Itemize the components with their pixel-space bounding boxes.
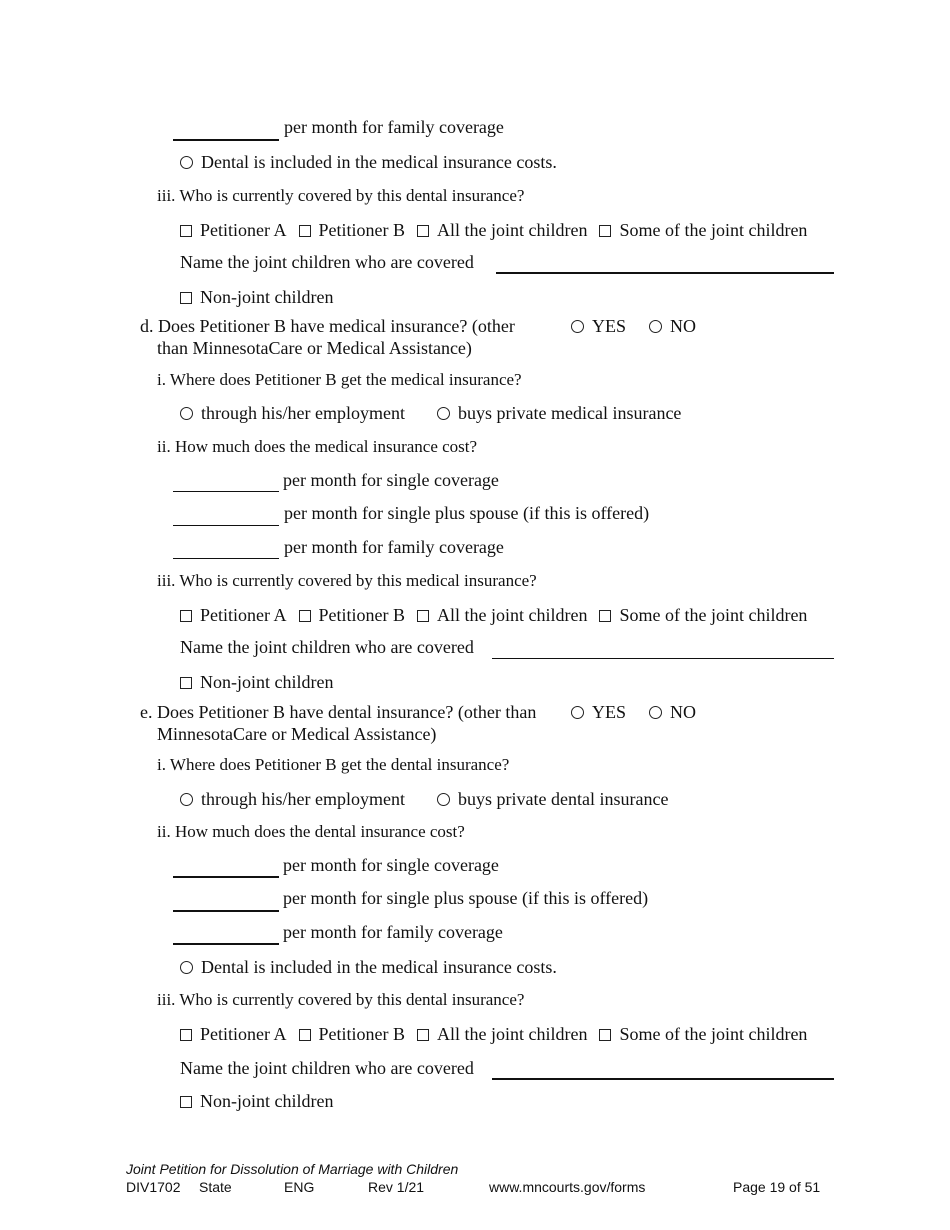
question-iii-dental: iii. Who is currently covered by this dental insurance?	[157, 186, 525, 205]
d-checkbox-nonjoint-children[interactable]: Non-joint children	[180, 671, 333, 693]
e-covered-options	[180, 1023, 807, 1045]
e-source-private[interactable]: buys private dental insurance	[437, 788, 668, 810]
e-name-children-blank[interactable]	[492, 1078, 834, 1080]
d-cost-family-blank[interactable]	[173, 558, 279, 559]
checkbox-some-joint-children[interactable]: Some of the joint children	[599, 604, 807, 626]
covered-options	[180, 219, 807, 241]
radio-icon[interactable]	[649, 706, 662, 719]
e-cost-single-blank[interactable]	[173, 876, 279, 878]
family-coverage-blank[interactable]	[173, 139, 279, 141]
e-cost-family-blank[interactable]	[173, 943, 279, 945]
radio-icon[interactable]	[180, 793, 193, 806]
checkbox-icon[interactable]	[599, 610, 611, 622]
checkbox-petitioner-a[interactable]: Petitioner A	[180, 1023, 287, 1045]
d-yes-option[interactable]: YES	[571, 315, 626, 337]
d-name-children-blank[interactable]	[492, 658, 834, 659]
footer-form-title: Joint Petition for Dissolution of Marriage with Children	[126, 1161, 459, 1177]
question-e-ii: ii. How much does the dental insurance cost?	[157, 822, 465, 841]
radio-icon[interactable]	[571, 706, 584, 719]
checkbox-icon[interactable]	[180, 1029, 192, 1041]
radio-icon[interactable]	[437, 407, 450, 420]
d-cost-spouse-blank[interactable]	[173, 525, 279, 526]
checkbox-icon[interactable]	[180, 292, 192, 304]
checkbox-all-joint-children[interactable]: All the joint children	[417, 219, 587, 241]
question-e-i: i. Where does Petitioner B get the dental insurance?	[157, 755, 510, 774]
d-source-employment[interactable]: through his/her employment	[180, 402, 405, 424]
checkbox-icon[interactable]	[180, 677, 192, 689]
question-e-line2: MinnesotaCare or Medical Assistance)	[157, 724, 437, 744]
checkbox-icon[interactable]	[180, 1096, 192, 1108]
radio-icon[interactable]	[180, 961, 193, 974]
checkbox-icon[interactable]	[417, 1029, 429, 1041]
question-d-line1: d. Does Petitioner B have medical insurance? (other	[140, 316, 515, 336]
checkbox-icon[interactable]	[299, 225, 311, 237]
d-cost-spouse-label: per month for single plus spouse (if this is offered)	[284, 503, 650, 523]
e-yes-option[interactable]: YES	[571, 701, 626, 723]
checkbox-all-joint-children[interactable]: All the joint children	[417, 604, 587, 626]
checkbox-petitioner-a[interactable]: Petitioner A	[180, 604, 287, 626]
checkbox-petitioner-b[interactable]: Petitioner B	[299, 604, 406, 626]
checkbox-petitioner-b[interactable]: Petitioner B	[299, 219, 406, 241]
checkbox-petitioner-b[interactable]: Petitioner B	[299, 1023, 406, 1045]
checkbox-icon[interactable]	[180, 225, 192, 237]
footer-revision: Rev 1/21	[368, 1179, 425, 1195]
e-source-employment[interactable]: through his/her employment	[180, 788, 405, 810]
d-name-children-label: Name the joint children who are covered	[180, 637, 474, 657]
footer-url[interactable]: www.mncourts.gov/forms	[489, 1179, 646, 1195]
checkbox-icon[interactable]	[299, 1029, 311, 1041]
checkbox-icon[interactable]	[417, 610, 429, 622]
checkbox-icon[interactable]	[180, 610, 192, 622]
e-cost-spouse-label: per month for single plus spouse (if this is offered)	[283, 888, 649, 908]
d-no-option[interactable]: NO	[649, 315, 696, 337]
e-cost-single-label: per month for single coverage	[283, 855, 499, 875]
e-name-children-label: Name the joint children who are covered	[180, 1058, 474, 1078]
question-d-i: i. Where does Petitioner B get the medical insurance?	[157, 370, 522, 389]
checkbox-some-joint-children[interactable]: Some of the joint children	[599, 219, 807, 241]
e-cost-spouse-blank[interactable]	[173, 910, 279, 912]
radio-icon[interactable]	[437, 793, 450, 806]
checkbox-petitioner-a[interactable]: Petitioner A	[180, 219, 287, 241]
question-d-ii: ii. How much does the medical insurance cost?	[157, 437, 478, 456]
checkbox-nonjoint-children[interactable]: Non-joint children	[180, 286, 333, 308]
radio-icon[interactable]	[649, 320, 662, 333]
footer-jurisdiction: State	[199, 1179, 232, 1195]
question-d-line2: than MinnesotaCare or Medical Assistance)	[157, 338, 472, 358]
checkbox-icon[interactable]	[417, 225, 429, 237]
question-e-line1: e. Does Petitioner B have dental insurance? (other than	[140, 702, 537, 722]
e-cost-family-label: per month for family coverage	[283, 922, 503, 942]
family-coverage-label: per month for family coverage	[284, 117, 504, 137]
question-d-iii: iii. Who is currently covered by this medical insurance?	[157, 571, 537, 590]
e-no-option[interactable]: NO	[649, 701, 696, 723]
radio-icon[interactable]	[180, 407, 193, 420]
radio-icon[interactable]	[571, 320, 584, 333]
checkbox-icon[interactable]	[599, 1029, 611, 1041]
footer-page-number: Page 19 of 51	[733, 1179, 821, 1195]
d-source-private[interactable]: buys private medical insurance	[437, 402, 681, 424]
d-covered-options	[180, 604, 807, 626]
d-cost-family-label: per month for family coverage	[284, 537, 504, 557]
e-checkbox-nonjoint-children[interactable]: Non-joint children	[180, 1090, 333, 1112]
checkbox-icon[interactable]	[299, 610, 311, 622]
name-children-blank[interactable]	[496, 272, 834, 274]
checkbox-icon[interactable]	[599, 225, 611, 237]
footer-language: ENG	[284, 1179, 315, 1195]
radio-icon[interactable]	[180, 156, 193, 169]
checkbox-all-joint-children[interactable]: All the joint children	[417, 1023, 587, 1045]
d-cost-single-label: per month for single coverage	[283, 470, 499, 490]
checkbox-some-joint-children[interactable]: Some of the joint children	[599, 1023, 807, 1045]
question-e-iii: iii. Who is currently covered by this dental insurance?	[157, 990, 525, 1009]
footer-form-id: DIV1702	[126, 1179, 181, 1195]
d-cost-single-blank[interactable]	[173, 491, 279, 492]
dental-included-option[interactable]: Dental is included in the medical insurance costs.	[180, 151, 557, 173]
e-dental-included-option[interactable]: Dental is included in the medical insurance costs.	[180, 956, 557, 978]
name-children-label: Name the joint children who are covered	[180, 252, 474, 272]
